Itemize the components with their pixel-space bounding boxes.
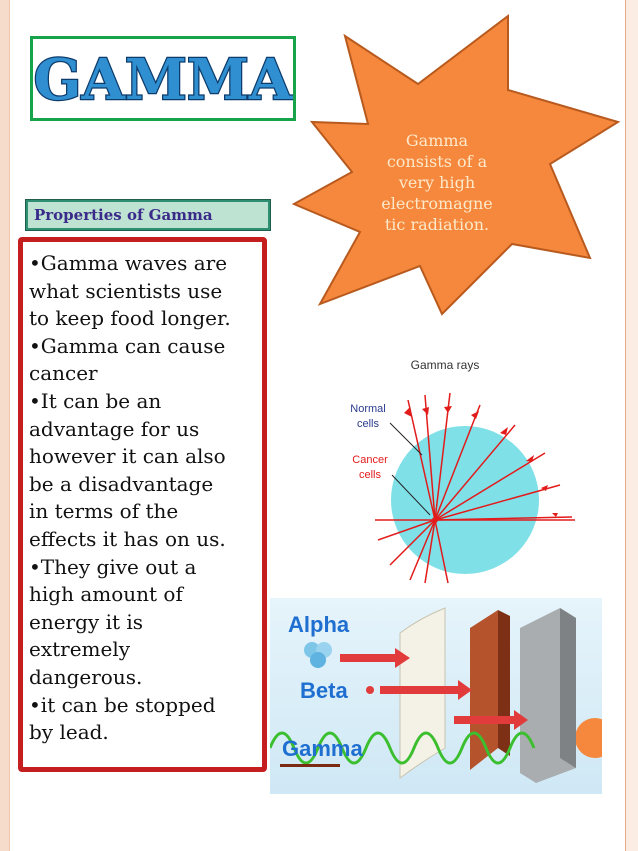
beta-particle (366, 686, 374, 694)
beta-label: Beta (300, 678, 348, 703)
alpha-label: Alpha (288, 612, 350, 637)
facts-line: be a disadvantage (29, 471, 214, 496)
properties-header (25, 199, 271, 231)
normal-cells-label: Normal (350, 403, 386, 415)
facts-line: •Gamma can cause (29, 333, 226, 358)
callout-text (362, 130, 512, 235)
gamma-underline (280, 764, 340, 767)
facts-line: effects it has on us. (29, 526, 226, 551)
cancer-cells-label: Cancer (352, 454, 388, 466)
callout-line: tic radiation. (384, 215, 490, 234)
concrete-block-side (560, 608, 576, 768)
callout-line: very high (398, 173, 476, 192)
facts-line: •It can be an (29, 388, 162, 413)
gamma-rays-diagram (330, 345, 590, 585)
title-box (30, 36, 296, 121)
facts-line: high amount of (29, 582, 183, 607)
callout-line: Gamma (405, 131, 469, 150)
beta-arrow (380, 686, 460, 694)
callout-line: consists of a (386, 152, 488, 171)
gamma-arrow (454, 716, 514, 724)
facts-line: extremely (29, 637, 131, 662)
diagram-title: Gamma rays (410, 358, 480, 372)
facts-line: energy it is (29, 609, 144, 634)
facts-box (18, 237, 267, 772)
gamma-label: Gamma (282, 736, 363, 761)
facts-line: •They give out a (29, 554, 197, 579)
cell-circle (391, 426, 539, 574)
penetration-graphic (270, 598, 602, 794)
facts-line: in terms of the (29, 499, 179, 524)
left-margin-band (0, 0, 9, 851)
alpha-particle (310, 652, 326, 668)
facts-line: cancer (29, 361, 98, 386)
left-margin-line (9, 0, 10, 851)
facts-line: however it can also (29, 444, 226, 469)
alpha-arrow (340, 654, 395, 662)
cancer-cells-label: cells (358, 469, 382, 481)
facts-line: dangerous. (29, 664, 143, 689)
callout-line: electromagne (381, 194, 493, 213)
facts-line: advantage for us (29, 416, 200, 441)
facts-line: •it can be stopped (29, 692, 216, 717)
facts-line: what scientists use (29, 278, 223, 303)
wood-block-side (498, 610, 510, 756)
facts-line: •Gamma waves are (29, 251, 228, 275)
facts-line: by lead. (29, 720, 109, 745)
facts-line: to keep food longer. (29, 306, 231, 331)
properties-header-label: Properties of Gamma (28, 202, 268, 228)
normal-cells-label: cells (356, 418, 380, 430)
focal-point (432, 517, 438, 523)
slide-title: GAMMA (33, 47, 293, 113)
